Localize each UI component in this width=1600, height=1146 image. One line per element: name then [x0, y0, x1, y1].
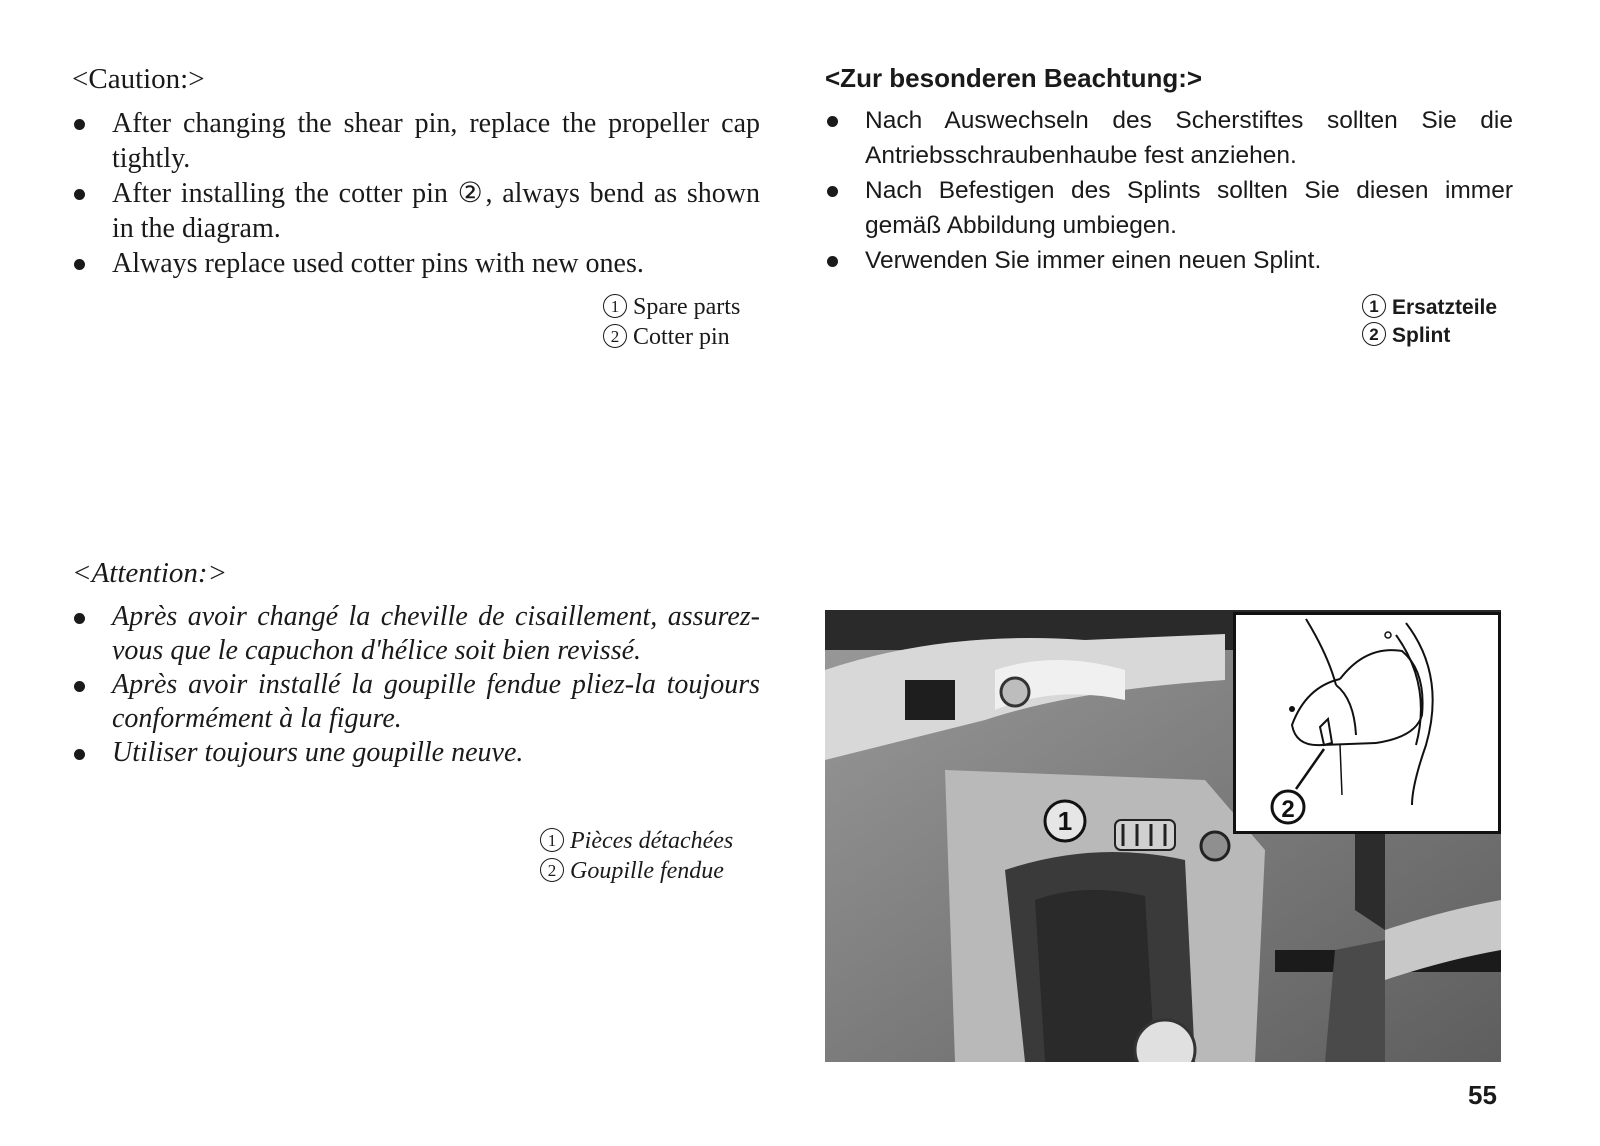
cotter-pin-diagram	[1233, 612, 1501, 834]
list-item: Après avoir installé la goupille fendue pliez-la toujours conformément à la figure.	[72, 668, 760, 736]
list-item: Nach Auswechseln des Scherstiftes sollten Sie die Antriebsschraubenhaube fest anziehen.	[825, 103, 1513, 173]
bullet-icon	[74, 189, 85, 200]
callout-1-label: 1	[1057, 806, 1073, 836]
circled-number-icon: 2	[540, 858, 564, 882]
circled-number-icon: 2	[603, 324, 627, 348]
list-item: Après avoir changé la cheville de cisaillement, assurez-vous que le capuchon d'hélice soit bien revissé.	[72, 600, 760, 668]
list-item: After installing the cotter pin ②, always bend as shown in the diagram.	[72, 176, 760, 246]
legend-row: 2 Splint	[1362, 322, 1600, 350]
circled-number-icon: 1	[540, 828, 564, 852]
list-item: Utiliser toujours une goupille neuve.	[72, 736, 760, 770]
legend-row: 1 Ersatzteile	[1362, 294, 1600, 322]
bullet-icon	[74, 749, 85, 760]
french-section	[72, 558, 760, 770]
legend-row: 1 Pièces détachées	[540, 826, 1600, 856]
list-item: Always replace used cotter pins with new ones.	[72, 246, 760, 281]
list-item: After changing the shear pin, replace the propeller cap tightly.	[72, 106, 760, 176]
bullet-icon	[74, 681, 85, 692]
english-section	[72, 64, 760, 281]
cotter-pin-illustration	[1236, 615, 1498, 831]
legend-row: 1 Spare parts	[603, 292, 1600, 322]
bullet-icon	[74, 259, 85, 270]
german-section	[825, 64, 1513, 278]
bullet-icon	[827, 256, 838, 267]
german-heading: <Zur besonderen Beachtung:>	[825, 63, 1203, 93]
list-item: Verwenden Sie immer einen neuen Splint.	[825, 243, 1513, 278]
callout-2-label: 2	[1281, 796, 1295, 823]
german-bullet-list	[825, 103, 1513, 278]
english-heading: <Caution:>	[72, 63, 205, 95]
circled-number-icon: 2	[1362, 322, 1386, 346]
page-number: 55	[1468, 1080, 1497, 1110]
bullet-icon	[827, 116, 838, 127]
german-legend	[1362, 294, 1600, 350]
bullet-icon	[74, 613, 85, 624]
bullet-icon	[827, 186, 838, 197]
bullet-icon	[74, 119, 85, 130]
circled-number-icon: 1	[1362, 294, 1386, 318]
french-heading: <Attention:>	[72, 557, 228, 589]
english-bullet-list	[72, 106, 760, 281]
list-item: Nach Befestigen des Splints sollten Sie diesen immer gemäß Abbildung umbiegen.	[825, 173, 1513, 243]
legend-row: 2 Cotter pin	[603, 322, 1600, 352]
legend-row: 2 Goupille fendue	[540, 856, 1600, 886]
french-bullet-list	[72, 600, 760, 770]
circled-number-icon: 1	[603, 294, 627, 318]
